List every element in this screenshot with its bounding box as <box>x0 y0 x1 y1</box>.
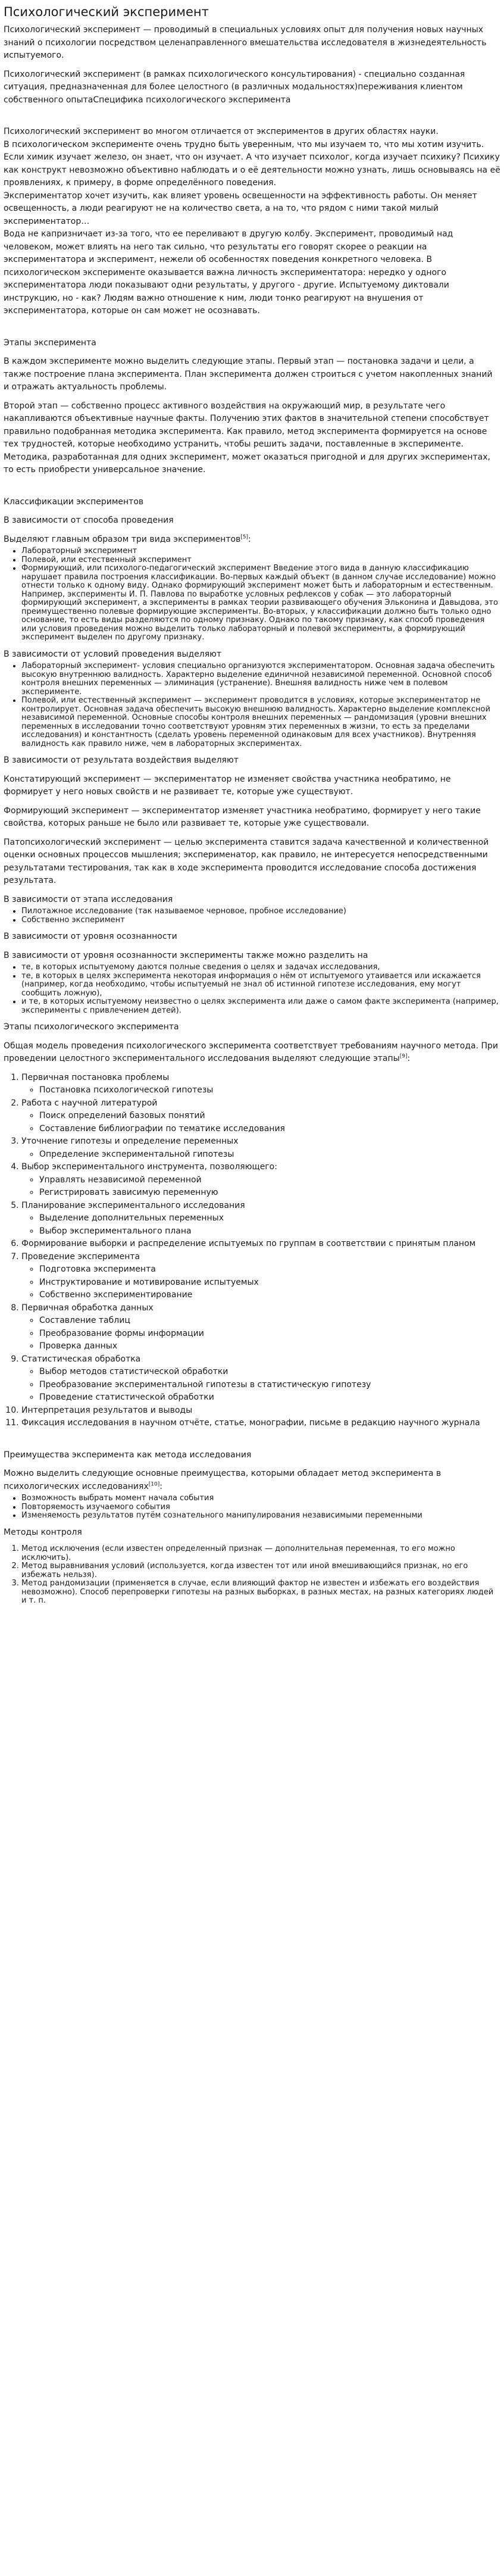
process-step-label: Выбор экспериментального инструмента, позволяющего: <box>21 1162 277 1172</box>
list-item: • Полевой, или естественный эксперимент <box>21 556 500 565</box>
process-substeps <box>21 1314 500 1353</box>
process-substeps <box>21 1148 500 1161</box>
process-step <box>21 1302 500 1353</box>
process-substep: ◦ Составление таблиц <box>39 1314 500 1328</box>
process-step-label: Формирование выборки и распределение испытуемых по группам в соответствии с принятым планом <box>21 1239 476 1248</box>
process-step <box>21 1097 500 1136</box>
list-item: • и те, в которых испытуемому неизвестно о целях эксперимента или даже о самом факте эксперимента (например, эксперименты с привлечением детей). <box>21 998 500 1015</box>
process-substep: ◦ Определение экспериментальной гипотезы <box>39 1148 500 1161</box>
list-item: • Повторяемость изучаемого события <box>21 1503 500 1512</box>
list-item: • Формирующий, или психолого-педагогический эксперимент Введение этого вида в данную классификацию нарушает правила построения классификации. Во-первых каждый объект (в данном случае исследование) можно отнести только к одному виду. Однако формирующий эксперимент может быть и лабораторным и естественным. Например, эксперименты И. П. Павлова по выработке условных рефлексов у собак — это лабораторный формирующий эксперимент, а эксперименты в рамках теории развивающего обучения Эльконина и Давыдова, это преимущественно полевые формирующие эксперименты. Во-вторых, у классификации должно быть только одно основание, то есть виды разделяются по одному признаку. Однако по такому признаку, как способ проведения или условия проведения можно выделить только лабораторный и полевой эксперименты, а формирующий эксперимент выделен по другому признаку. <box>21 564 500 642</box>
process-title: Этапы психологического эксперимента <box>4 1022 179 1032</box>
page-title: Психологический эксперимент <box>4 5 209 19</box>
list-item: • Пилотажное исследование (так называемое черновое, пробное исследование) <box>21 907 500 916</box>
list-item: 2. Метод выравнивания условий (используется, когда известен тот или иной вмешивающийся признак, но его избежать нельзя). <box>21 1562 500 1579</box>
control-list <box>4 1545 500 1606</box>
by-conditions-list <box>4 662 500 748</box>
list-item: 1. Метод исключения (если известен определенный признак — дополнительная переменная, то его можно исключить). <box>21 1545 500 1562</box>
process-step-label: Планирование экспериментального исследования <box>21 1200 245 1210</box>
process-substeps <box>21 1174 500 1200</box>
by-method-intro-tail: : <box>248 534 251 544</box>
by-stage-list <box>4 907 500 925</box>
list-item: • Возможность выбрать момент начала события <box>21 1494 500 1503</box>
advantages-intro <box>4 1467 500 1493</box>
process-step <box>21 1417 500 1430</box>
process-intro-text: Общая модель проведения психологического эксперимента соответствует требованиям научного метода. При проведении целостного экспериментального исследования выделяют следующие этапы <box>4 1041 499 1063</box>
process-step <box>21 1200 500 1238</box>
list-item: • Лабораторный эксперимент- условия специально организуются экспериментатором. Основная задача обеспечить высокую внутреннюю валидность. Характерно выделение единичной независимой переменной. Основной способ контроля внешних переменных — элиминация (устранение). Внешняя валидность ниже чем в полевом эксперименте. <box>21 662 500 697</box>
by-method-intro <box>4 533 500 547</box>
list-item: • те, в которых в целях эксперимента некоторая информация о нём от испытуемого утаивается или искажается (например, когда необходимо, чтобы испытуемый не знал об истинной гипотезе исследования, ему могут сообщить ложную), <box>21 972 500 998</box>
process-step-label: Работа с научной литературой <box>21 1098 158 1108</box>
process-substeps <box>21 1084 500 1097</box>
process-substep: ◦ Инструктирование и мотивирование испытуемых <box>39 1276 500 1289</box>
process-step <box>21 1161 500 1200</box>
reference-link[interactable]: [10] <box>148 1481 160 1487</box>
process-substeps <box>21 1263 500 1302</box>
by-method-title: В зависимости от способа проведения <box>4 516 174 525</box>
process-substeps <box>21 1110 500 1135</box>
by-result-paragraph-3: Патопсихологический эксперимент — целью эксперимента ставится задача качественной и количественной оценки основных процессов мышления; эксперименатор, как правило, не интересуется непосредственными результатами тестирования, так как в ходе эксперимента проводится исследование способа достижения результата. <box>4 837 489 885</box>
process-step-label: Проведение эксперимента <box>21 1251 140 1262</box>
process-step-label: Статистическая обработка <box>21 1354 141 1364</box>
classification-title: Классификации экспериментов <box>4 497 144 507</box>
list-item: 3. Метод рандомизации (применяется в случае, если влияющий фактор не известен и избежать его воздействия невозможно). Способ перепроверки гипотезы на разных выборках, в разных местах, на разных категориях людей и т. п. <box>21 1579 500 1606</box>
control-title: Методы контроля <box>4 1527 82 1537</box>
by-awareness-title: В зависимости от уровня осознанности <box>4 932 177 941</box>
by-result-paragraph-1: Констатирующий эксперимент — экспериментатор не изменяет свойства участника необратимо, не формирует у него новых свойств и не развивает те, которые уже существуют. <box>4 774 451 797</box>
process-step <box>21 1404 500 1417</box>
process-substep: ◦ Поиск определений базовых понятий <box>39 1110 500 1123</box>
process-substeps <box>21 1212 500 1238</box>
process-substep: ◦ Подготовка эксперимента <box>39 1263 500 1276</box>
list-item: • те, в которых испытуемому даются полные сведения о целях и задачах исследования, <box>21 963 500 972</box>
process-step <box>21 1072 500 1097</box>
process-substep: ◦ Составление библиографии по тематике исследования <box>39 1123 500 1136</box>
advantages-intro-text: Можно выделить следующие основные преимущества, которыми обладает метод эксперимента в психологических исследованиях <box>4 1469 442 1491</box>
list-item: • Лабораторный эксперимент <box>21 547 500 556</box>
specifics-paragraph: Психологический эксперимент во многом отличается от экспериментов в других областях науки. В психологическом эксперименте очень трудно быть уверенным, что мы изучаем то, что мы хотим изучить. Если химик изучает железо, он знает, что он изучает. А что изучает психолог, когда изучает психику? Психику как конструкт невозможно объективно наблюдать и о её деятельности можно узнать, лишь основываясь на её проявлениях, к примеру, в форме определённого поведения. Экспериментатор хочет изучить, как влияет уровень освещенности на эффективность работы. Он меняет освещенность, а люди реагируют не на количество света, а на то, что рядом с ними такой милый экспериментатор… Вода не капризничает из-за того, что ее переливают в другую колбу. Эксперимент, проводимый над человеком, может влиять на него так сильно, что результаты его говорят скорее о реакции на экспериментатора и эксперимент, нежели об особенностях поведения конкретного человека. В психологическом эксперименте оказывается важна личность экспериментатора: нередко у одного экспериментатора люди показывают одни результаты, у другого - другие. Испытуемому диктовали инструкцию, но - как? Людям важно отношение к ним, люди тонко реагируют на внушения от экспериментатора, которые он сам может не осознавать. <box>4 127 500 316</box>
process-substep: ◦ Выбор методов статистической обработки <box>39 1366 500 1379</box>
by-awareness-list <box>4 963 500 1015</box>
reference-link[interactable]: [5] <box>240 533 249 540</box>
process-intro-tail: : <box>407 1054 411 1063</box>
advantages-list <box>4 1494 500 1520</box>
process-substep: ◦ Проведение статистической обработки <box>39 1391 500 1404</box>
process-substep: ◦ Выделение дополнительных переменных <box>39 1212 500 1225</box>
intro-paragraph-1: Психологический эксперимент — проводимый в специальных условиях опыт для получения новых научных знаний о психологии посредством целенаправленного вмешательства исследователя в жизнедеятельность испытуемого. <box>4 25 487 60</box>
process-substep: ◦ Собственно экспериментирование <box>39 1289 500 1302</box>
process-substep: ◦ Преобразование экспериментальной гипотезы в статистическую гипотезу <box>39 1379 500 1392</box>
advantages-intro-tail: : <box>159 1481 162 1491</box>
stages-title: Этапы эксперимента <box>4 338 96 348</box>
by-method-intro-text: Выделяют главным образом три вида экспериментов <box>4 534 241 544</box>
by-conditions-title: В зависимости от условий проведения выделяют <box>4 649 222 659</box>
list-item: • Собственно эксперимент <box>21 916 500 925</box>
reference-link[interactable]: [9] <box>399 1053 408 1060</box>
process-step-label: Уточнение гипотезы и определение переменных <box>21 1136 239 1146</box>
stages-paragraph-2: Второй этап — собственно процесс активного воздействия на окружающий мир, в результате чего накапливаются объективные научные факты. Получению этих фактов в значительной степени способствует правильно подобранная методика эксперимента. Как правило, метод эксперимента формируется на основе тех трудностей, которые необходимо устранить, чтобы решить задачи, поставленные в эксперименте. Методика, разработанная для одних эксперимент, может оказаться пригодной и для других экспериментах, то есть приобрести универсальное значение. <box>4 401 490 474</box>
by-result-paragraph-2: Формирующий эксперимент — экспериментатор изменяет участника необратимо, формирует у него такие свойства, которых раньше не было или развивает те, которые уже существовали. <box>4 805 481 828</box>
process-step <box>21 1353 500 1404</box>
process-substep: ◦ Управлять независимой переменной <box>39 1174 500 1187</box>
process-intro <box>4 1040 500 1066</box>
process-step <box>21 1251 500 1302</box>
stages-paragraph-1: В каждом эксперименте можно выделить следующие этапы. Первый этап — постановка задачи и цели, а также построение плана эксперимента. План эксперимента должен строиться с учетом накопленных знаний и отражать актуальность проблемы. <box>4 357 493 392</box>
intro-paragraph-2: Психологический эксперимент (в рамках психологического консультирования) - специально созданная ситуация, предназначенная для более целостного (в различных модальностях)переживания клиентом собственного опытаСпецифика психологического эксперимента <box>4 69 465 105</box>
process-steps-list <box>4 1072 500 1430</box>
process-step-label: Интерпретация результатов и выводы <box>21 1405 193 1415</box>
process-step-label: Первичная постановка проблемы <box>21 1072 170 1082</box>
process-substeps <box>21 1366 500 1404</box>
list-item: • Изменяемость результатов путём сознательного манипулирования независимыми переменными <box>21 1512 500 1520</box>
by-method-list <box>4 547 500 642</box>
process-step-label: Фиксация исследования в научном отчёте, статье, монографии, письме в редакцию научного журнала <box>21 1418 480 1428</box>
advantages-title: Преимущества эксперимента как метода исследования <box>4 1450 252 1460</box>
by-stage-title: В зависимости от этапа исследования <box>4 894 173 904</box>
process-substep: ◦ Регистрировать зависимую переменную <box>39 1186 500 1200</box>
process-step-label: Первичная обработка данных <box>21 1303 154 1313</box>
by-result-title: В зависимости от результата воздействия выделяют <box>4 755 239 765</box>
process-substep: ◦ Проверка данных <box>39 1340 500 1353</box>
process-step <box>21 1238 500 1251</box>
process-substep: ◦ Преобразование формы информации <box>39 1328 500 1341</box>
by-awareness-intro: В зависимости от уровня осознанности эксперименты также можно разделить на <box>4 950 368 960</box>
process-step <box>21 1135 500 1161</box>
process-substep: ◦ Выбор экспериментального плана <box>39 1225 500 1238</box>
process-substep: ◦ Постановка психологической гипотезы <box>39 1084 500 1097</box>
list-item: • Полевой, или естественный эксперимент — эксперимент проводится в условиях, которые экспериментатор не контролирует. Основная задача обеспечить высокую внешнюю валидность. Характерно выделение комплексной независимой переменной. Основные способы контроля внешних переменных — рандомизация (уровни внешних переменных в исследовании точно соответствуют уровням этих переменных в жизни, то есть за пределами исследования) и константность (сделать уровень переменной одинаковым для всех участников). Внутренняя валидность как правило ниже, чем в лабораторных экспериментах. <box>21 697 500 748</box>
